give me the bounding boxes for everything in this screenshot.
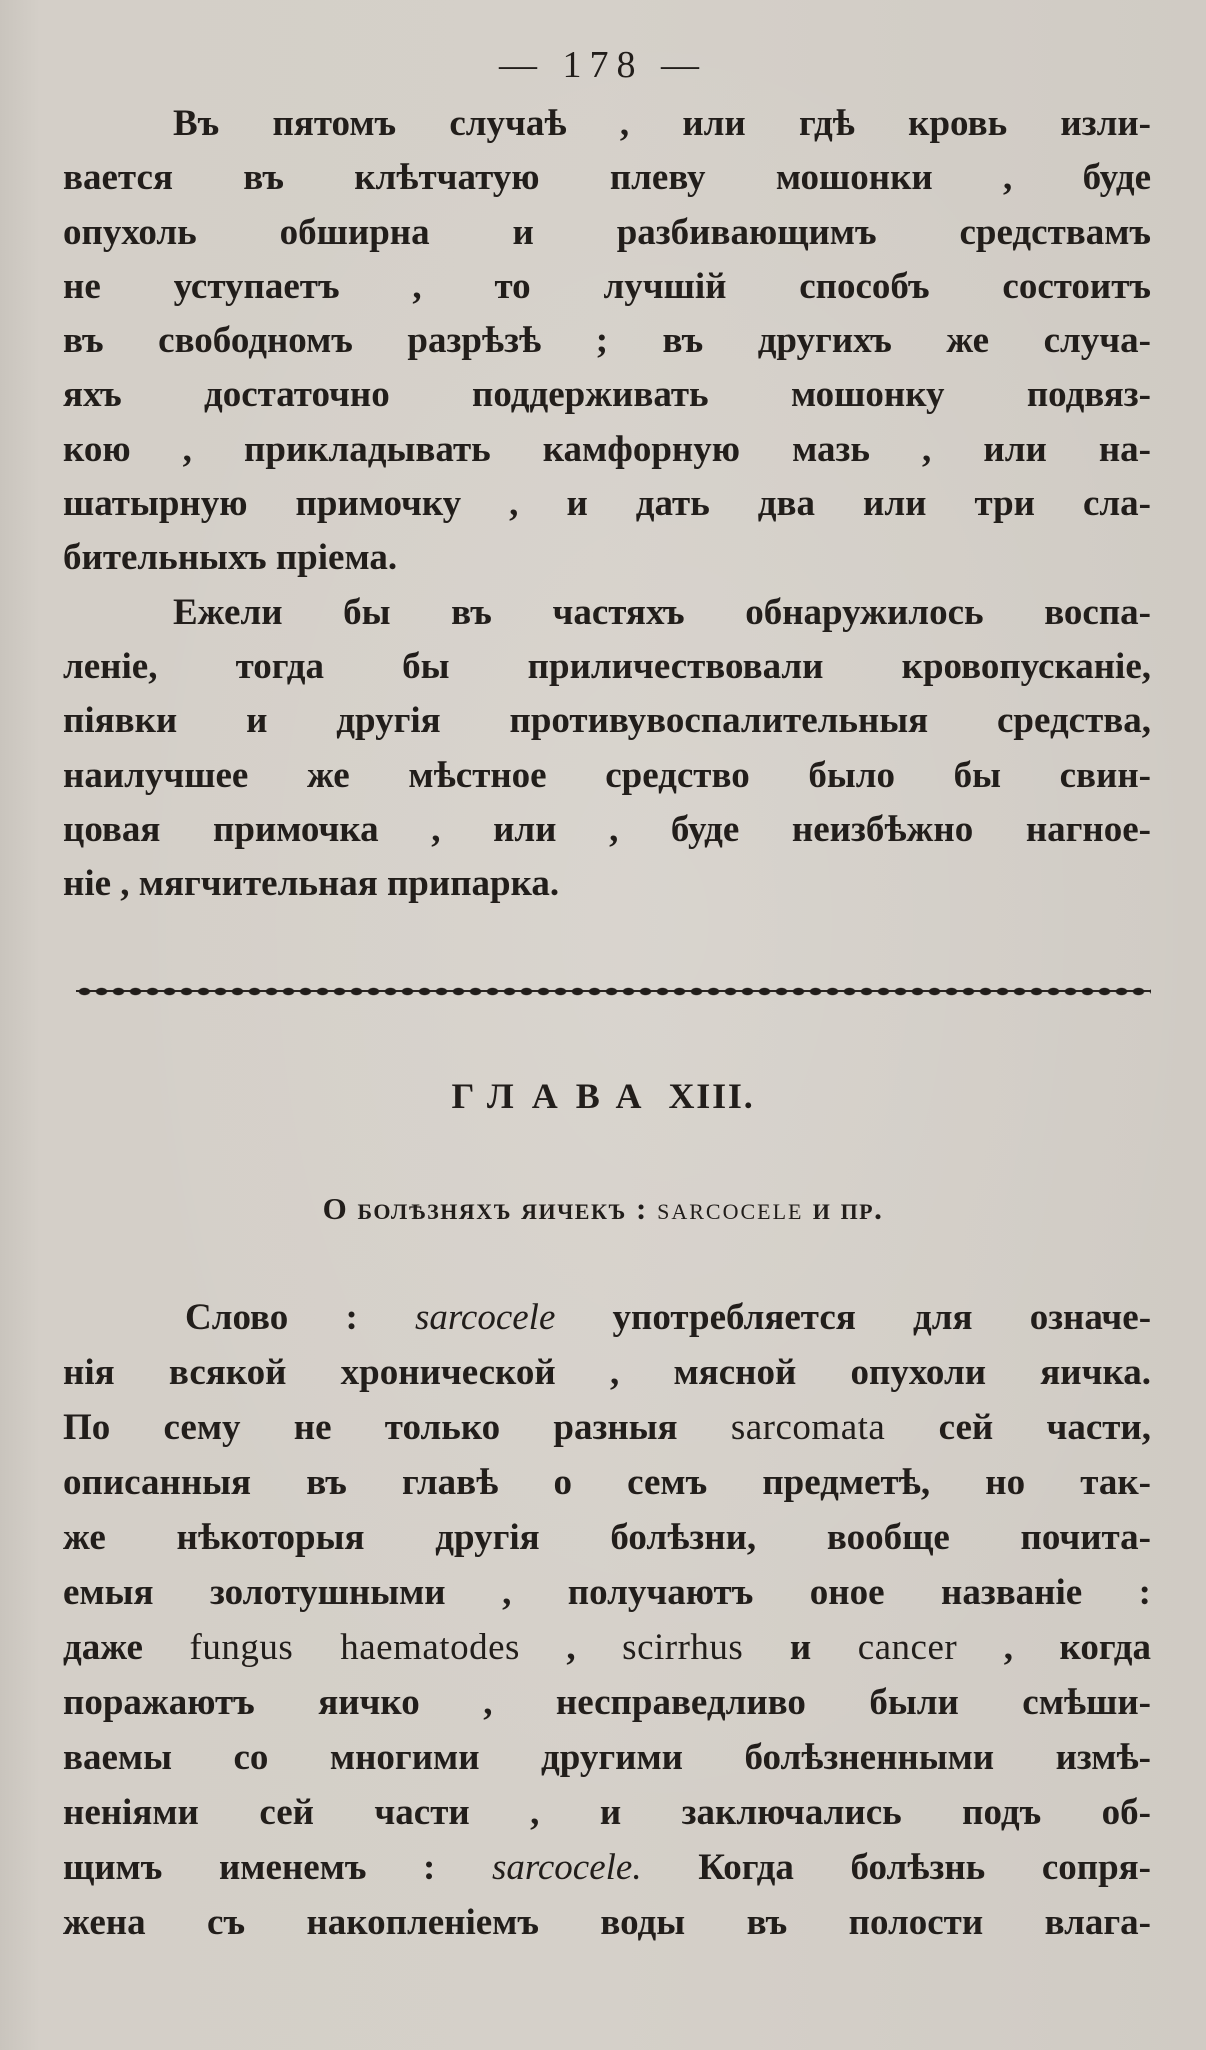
latin-term: cancer (857, 1627, 958, 1668)
paragraph-2 (63, 586, 1151, 912)
text-line: яхъ достаточно поддерживать мошонку подвяз- (63, 374, 1151, 416)
text-line (63, 1290, 1151, 1345)
text-line: Въ пятомъ случаѣ , или гдѣ кровь изли- (173, 103, 1151, 144)
text-segment: Когда болѣзнь сопря- (641, 1847, 1151, 1888)
paragraph-1 (63, 97, 1151, 586)
text-line (63, 1455, 1151, 1510)
text-segment: жена съ накопленіемъ воды въ полости влага- (63, 1902, 1151, 1943)
subtitle-russian-end: и пр. (812, 1191, 884, 1226)
text-line: наилучшее же мѣстное средство было бы свин- (63, 754, 1151, 796)
text-segment: и (743, 1627, 858, 1668)
text-line (63, 1510, 1151, 1565)
chapter-number: XIII. (668, 1076, 755, 1116)
latin-term-italic: sarcocele (414, 1297, 556, 1338)
text-segment: Слово : (185, 1297, 415, 1338)
text-segment: даже (63, 1627, 190, 1668)
text-segment: емыя золотушными , получаютъ оное названіе : (63, 1572, 1151, 1613)
text-line: кою , прикладывать камфорную мазь , или на- (63, 428, 1151, 470)
text-segment: описанныя въ главѣ о семъ предметѣ, но так- (63, 1462, 1151, 1503)
latin-term: sarcomata (730, 1407, 886, 1448)
text-segment: нія всякой хронической , мясной опухоли яичка. (63, 1352, 1151, 1393)
text-line (63, 1895, 1151, 1950)
text-line (63, 1565, 1151, 1620)
text-segment: употребляется для означе- (555, 1297, 1151, 1338)
chapter-word: ГЛАВА (451, 1076, 660, 1116)
text-segment: же нѣкоторыя другія болѣзни, вообще почита- (63, 1517, 1151, 1558)
text-line: шатырную примочку , и дать два или три сла- (63, 483, 1151, 525)
text-line: бительныхъ пріема. (63, 537, 398, 579)
text-line: опухоль обширна и разбивающимъ средствамъ (63, 211, 1151, 253)
text-line: леніе, тогда бы приличествовали кровопусканіе, (63, 645, 1151, 687)
text-line (63, 1730, 1151, 1785)
text-line (63, 1400, 1151, 1455)
text-line (63, 1840, 1151, 1895)
text-line: піявки и другія противувоспалительныя средства, (63, 700, 1151, 742)
text-segment: неніями сей части , и заключались подъ об- (63, 1792, 1151, 1833)
text-block-top (63, 97, 1151, 911)
text-segment: ваемы со многими другими болѣзненными измѣ- (63, 1737, 1151, 1778)
subtitle-russian: О болѣзняхъ яичекъ : (322, 1191, 648, 1226)
chapter-heading (0, 1070, 1206, 1122)
paragraph-3 (63, 1290, 1151, 1950)
text-segment: , (519, 1627, 623, 1668)
text-line: вается въ клѣтчатую плеву мошонки , буде (63, 157, 1151, 199)
text-line: не уступаетъ , то лучшій способъ состоитъ (63, 265, 1151, 307)
text-line: ніе , мягчительная припарка. (63, 863, 560, 905)
text-segment: щимъ именемъ : (63, 1847, 492, 1888)
text-line (63, 1345, 1151, 1400)
page-number: — 178 — (499, 44, 707, 86)
text-segment: поражаютъ яичко , несправедливо были смѣши- (63, 1682, 1151, 1723)
ornamental-rule (76, 984, 1151, 998)
text-line: цовая примочка , или , буде неизбѣжно нагное- (63, 808, 1151, 850)
text-line: Ежели бы въ частяхъ обнаружилось воспа- (173, 591, 1151, 633)
text-line: въ свободномъ разрѣзѣ ; въ другихъ же случа- (63, 320, 1151, 362)
text-line (63, 1785, 1151, 1840)
latin-term: fungus haematodes (189, 1627, 520, 1668)
latin-term: scirrhus (622, 1627, 744, 1668)
subtitle-latin-term: sarcocele (657, 1191, 804, 1226)
text-segment: , когда (957, 1627, 1151, 1668)
text-line (63, 1620, 1151, 1675)
chapter-subtitle (0, 1188, 1206, 1230)
text-line (63, 1675, 1151, 1730)
text-segment: сей части, (885, 1407, 1151, 1448)
latin-term-italic: sarcocele. (491, 1847, 642, 1888)
text-segment: По сему не только разныя (63, 1407, 731, 1448)
